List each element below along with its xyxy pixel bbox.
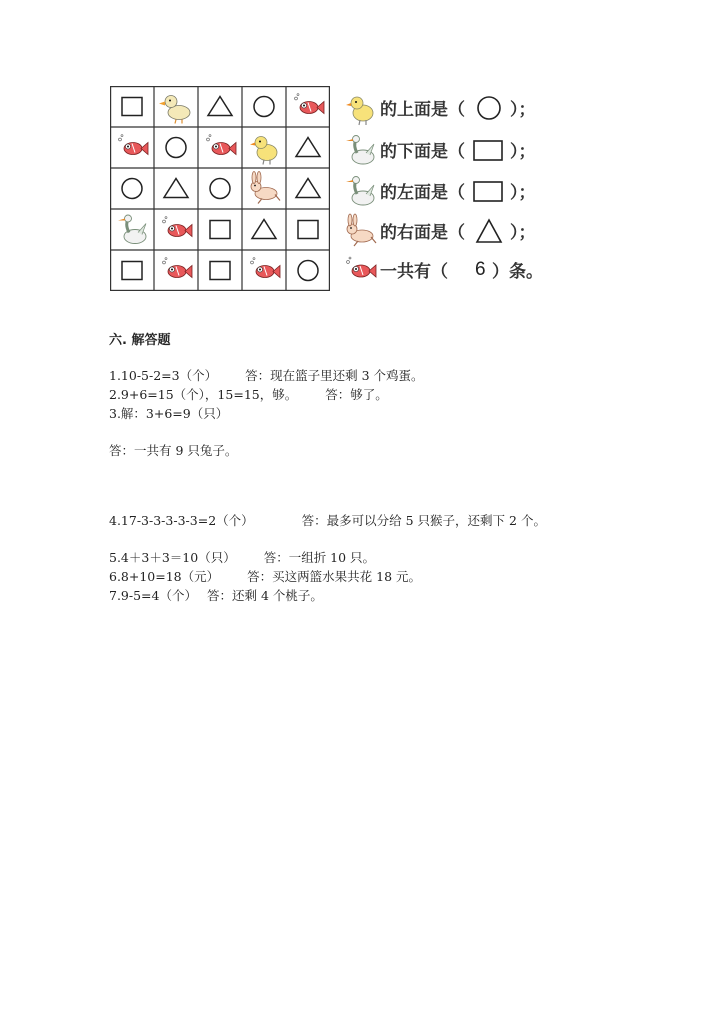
- square-icon: [298, 221, 318, 239]
- chick-icon: [342, 90, 378, 126]
- sentence-right: [342, 211, 552, 251]
- fish-icon: [163, 217, 192, 237]
- answer-text: 答：够了。: [325, 387, 388, 402]
- fish-icon: [342, 252, 378, 288]
- triangle-icon: [296, 179, 320, 198]
- goose-icon: [118, 215, 146, 244]
- sentence-text: 的左面是（: [380, 183, 465, 203]
- sentence-text: 一共有（: [380, 262, 448, 282]
- fish-icon: [251, 258, 280, 278]
- fish-icon: [207, 135, 236, 155]
- circle-icon: [122, 179, 142, 199]
- sentence-text: 的右面是（: [380, 223, 465, 243]
- sentence-close: ）；: [510, 142, 536, 162]
- answer-text: 答：现在篮子里还剩 3 个鸡蛋。: [245, 368, 424, 383]
- answer-triangle-icon: [472, 215, 506, 247]
- answer-line-3: [109, 404, 228, 422]
- equation: 7.9-5=4（个）: [109, 588, 197, 603]
- rabbit-icon: [251, 172, 280, 204]
- sentence-close: ）条。: [492, 262, 543, 282]
- sentence-text: 的上面是（: [380, 100, 465, 120]
- equation: 2.9+6=15（个），15=15，够。: [109, 387, 298, 402]
- triangle-icon: [164, 179, 188, 198]
- sentence-above: [342, 88, 552, 128]
- triangle-icon: [296, 138, 320, 157]
- answer-text: 答：一组折 10 只。: [263, 550, 376, 565]
- section-title: 六. 解答题: [109, 333, 171, 348]
- circle-icon: [298, 261, 318, 281]
- equation: 答：一共有 9 只兔子。: [109, 443, 238, 458]
- equation: 6.8+10=18（元）: [109, 569, 220, 584]
- answer-text: 答：还剩 4 个桃子。: [206, 588, 323, 603]
- square-icon: [122, 262, 142, 280]
- answer-square-icon: [470, 134, 506, 166]
- answer-line-6: [109, 567, 421, 585]
- sentence-count: [342, 250, 552, 290]
- answer-line-2: [109, 385, 388, 403]
- circle-icon: [210, 179, 230, 199]
- square-icon: [210, 262, 230, 280]
- fish-icon: [119, 135, 148, 155]
- fish-icon: [295, 94, 324, 114]
- answer-line-1: [109, 366, 424, 384]
- answer-line-3b: [109, 441, 237, 459]
- answer-text: 答：最多可以分给 5 只猴子，还剩下 2 个。: [301, 513, 546, 528]
- answer-text: 答：买这两篮水果共花 18 元。: [247, 569, 421, 584]
- answer-line-4: [109, 511, 546, 529]
- position-figure: [110, 86, 550, 294]
- sentence-below: [342, 130, 552, 170]
- answer-line-7: [109, 586, 323, 604]
- sentence-close: ）；: [510, 223, 536, 243]
- shape-grid: [110, 86, 330, 291]
- chick-icon: [250, 137, 277, 165]
- answer-square-icon: [470, 175, 506, 207]
- sentence-left: [342, 171, 552, 211]
- sentence-close: ）；: [510, 100, 536, 120]
- fish-icon: [163, 258, 192, 278]
- equation: 4.17-3-3-3-3-3=2（个）: [109, 513, 254, 528]
- square-icon: [122, 98, 142, 116]
- rabbit-icon: [342, 213, 378, 249]
- square-icon: [210, 221, 230, 239]
- answer-count: 6: [475, 259, 486, 280]
- sentence-close: ）；: [510, 183, 536, 203]
- answer-circle-icon: [472, 92, 506, 124]
- triangle-icon: [252, 220, 276, 239]
- answer-line-5: [109, 548, 375, 566]
- circle-icon: [254, 97, 274, 117]
- goose-icon: [342, 132, 378, 168]
- triangle-icon: [208, 97, 232, 116]
- goose-icon: [342, 173, 378, 209]
- circle-icon: [166, 138, 186, 158]
- sentence-text: 的下面是（: [380, 142, 465, 162]
- equation: 3.解：3+6=9（只）: [109, 406, 229, 421]
- equation: 1.10-5-2=3（个）: [109, 368, 218, 383]
- duck-icon: [159, 96, 190, 124]
- equation: 5.4＋3＋3＝10（只）: [109, 550, 236, 565]
